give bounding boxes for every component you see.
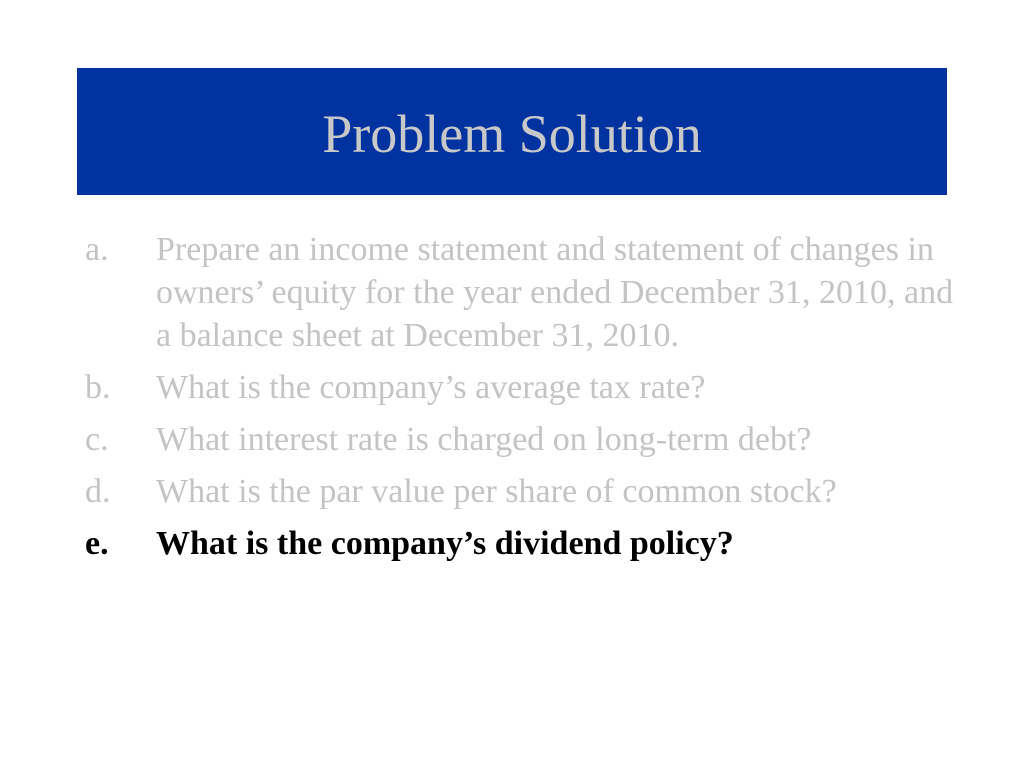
question-text: What is the company’s average tax rate? [156,369,706,406]
question-item-c [85,418,965,461]
question-marker: b. [85,369,111,406]
question-item-a [85,228,965,357]
question-list [85,228,965,574]
question-marker: e. [85,525,109,562]
question-item-e [85,522,965,565]
question-item-b [85,366,965,409]
question-marker: c. [85,421,109,458]
slide-title: Problem Solution [322,103,702,164]
question-item-d [85,470,965,513]
question-text: Prepare an income statement and statement of changes in owners’ equity for the year ended December 31, 2010, and a balance sheet at December 31, 2010. [156,231,954,354]
question-text: What interest rate is charged on long-term debt? [156,421,812,458]
question-marker: a. [85,231,109,268]
title-bar [77,68,947,195]
question-text: What is the company’s dividend policy? [156,525,734,562]
question-marker: d. [85,473,111,510]
question-text: What is the par value per share of common stock? [156,473,837,510]
